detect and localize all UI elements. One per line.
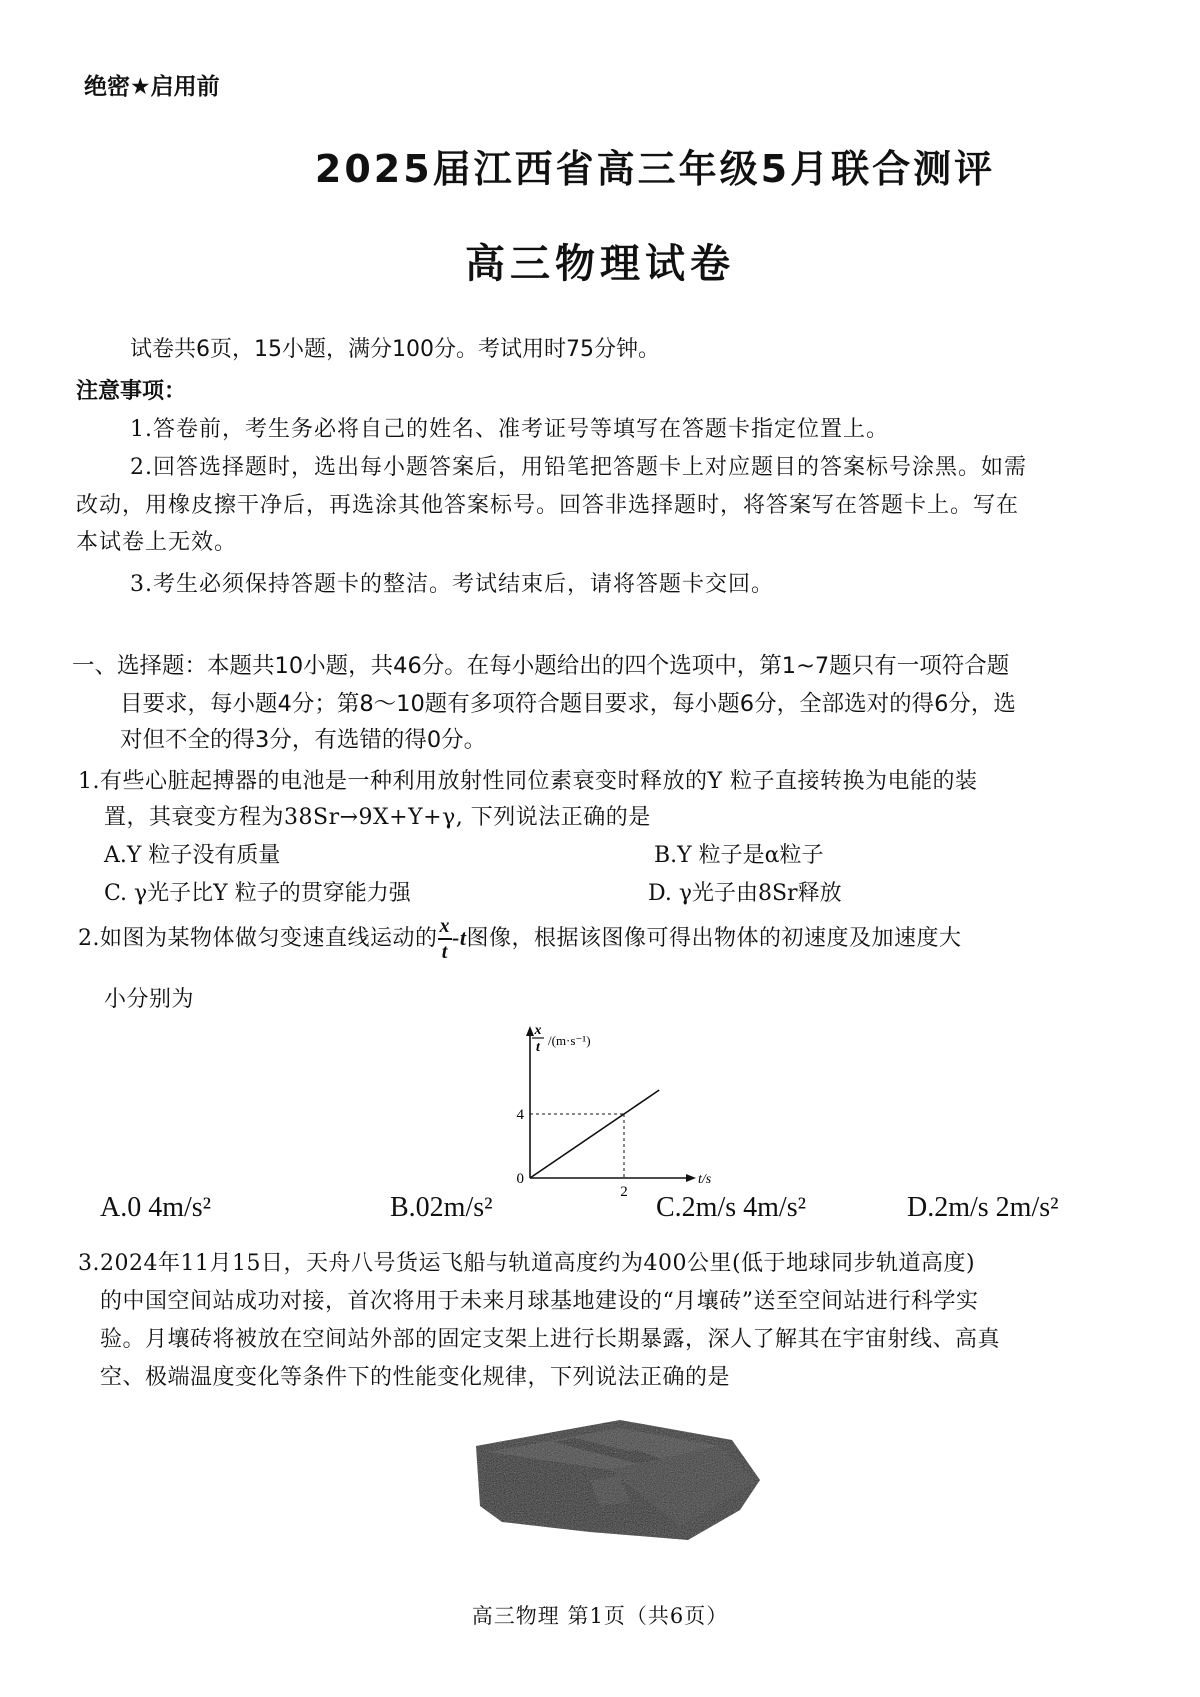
q2-option-c: C.2m/s 4m/s² [656, 1192, 806, 1223]
q2-line-2: 小分别为 [104, 987, 195, 1012]
lunar-soil-brick-image [470, 1418, 770, 1548]
section-1-line-1: 一、选择题：本题共10小题，共46分。在每小题给出的四个选项中，第1~7题只有一项符合题 [72, 653, 1010, 679]
q2-option-d: D.2m/s 2m/s² [907, 1192, 1059, 1223]
q2-option-b: B.02m/s² [390, 1192, 493, 1223]
notes-item-2-line-1: 2.回答选择题时，选出每小题答案后，用铅笔把答题卡上对应题目的答案标号涂黑。如需 [130, 455, 1027, 480]
q1-option-a: A.Y 粒子没有质量 [104, 843, 281, 868]
graph-y-unit: /(m·s⁻¹) [548, 1033, 591, 1048]
graph-x-label: t/s [698, 1172, 712, 1187]
q3-line-2: 的中国空间站成功对接，首次将用于未来月球基地建设的“月壤砖”送至空间站进行科学实 [100, 1289, 979, 1314]
page-footer: 高三物理 第1页（共6页） [471, 1604, 729, 1628]
q3-line-1: 3.2024年11月15日，天舟八号货运飞船与轨道高度约为400公里(低于地球同步轨道高度) [78, 1251, 976, 1276]
graph-y-label-den: t [536, 1040, 540, 1055]
q1-option-c: C. γ光子比Y 粒子的贯穿能力强 [104, 881, 411, 906]
q2-option-a: A.0 4m/s² [100, 1192, 212, 1223]
graph-data-line [530, 1090, 659, 1178]
q1-line-1: 1.有些心脏起搏器的电池是一种利用放射性同位素衰变时释放的Y 粒子直接转换为电能的装 [78, 769, 978, 794]
graph-x-tick-label: 2 [620, 1184, 628, 1200]
q1-option-b: B.Y 粒子是α粒子 [654, 843, 824, 868]
q2-prefix: 2.如图为某物体做匀变速直线运动的 [78, 926, 438, 951]
notes-item-3: 3.考生必须保持答题卡的整洁。考试结束后，请将答题卡交回。 [130, 572, 774, 597]
section-1-line-3: 对但不全的得3分，有选错的得0分。 [120, 727, 487, 753]
graph-x-arrow [686, 1174, 696, 1182]
q2-fraction-denominator: t [441, 941, 448, 963]
confidential-mark: 绝密★启用前 [84, 74, 220, 100]
notes-item-1: 1.答卷前，考生务必将自己的姓名、准考证号等填写在答题卡指定位置上。 [130, 417, 889, 442]
q2-fraction [438, 916, 453, 962]
notes-heading: 注意事项： [76, 379, 187, 404]
notes-item-2-line-2: 改动，用橡皮擦干净后，再选涂其他答案标号。回答非选择题时，将答案写在答题卡上。写在 [76, 493, 1020, 518]
intro-text: 试卷共6页，15小题，满分100分。考试用时75分钟。 [130, 337, 660, 362]
section-1-line-2: 目要求，每小题4分；第8～10题有多项符合题目要求，每小题6分，全部选对的得6分，选 [120, 691, 1016, 717]
q3-line-4: 空、极端温度变化等条件下的性能变化规律，下列说法正确的是 [100, 1365, 731, 1390]
graph-origin-label: 0 [516, 1171, 524, 1187]
graph-y-arrow [526, 1026, 534, 1036]
exam-title: 2025届江西省高三年级5月联合测评 [314, 147, 996, 191]
q2-fraction-numerator: x [438, 916, 453, 940]
graph-y-label-num: x [534, 1023, 542, 1038]
q3-line-3: 验。月壤砖将被放在空间站外部的固定支架上进行长期暴露，深人了解其在宇宙射线、高真 [100, 1327, 1001, 1352]
q2-dash-t: -t [452, 925, 467, 950]
exam-subtitle: 高三物理试卷 [465, 241, 735, 287]
q2-line-1 [78, 916, 961, 962]
q1-option-d: D. γ光子由8Sr释放 [648, 881, 842, 906]
notes-item-2-line-3: 本试卷上无效。 [76, 530, 238, 555]
q1-line-2: 置，其衰变方程为38Sr→9X+Y+γ, 下列说法正确的是 [104, 805, 651, 830]
q2-suffix: 图像，根据该图像可得出物体的初速度及加速度大 [466, 926, 962, 951]
graph-y-tick-label: 4 [516, 1107, 524, 1123]
q2-xt-graph [500, 1020, 730, 1200]
